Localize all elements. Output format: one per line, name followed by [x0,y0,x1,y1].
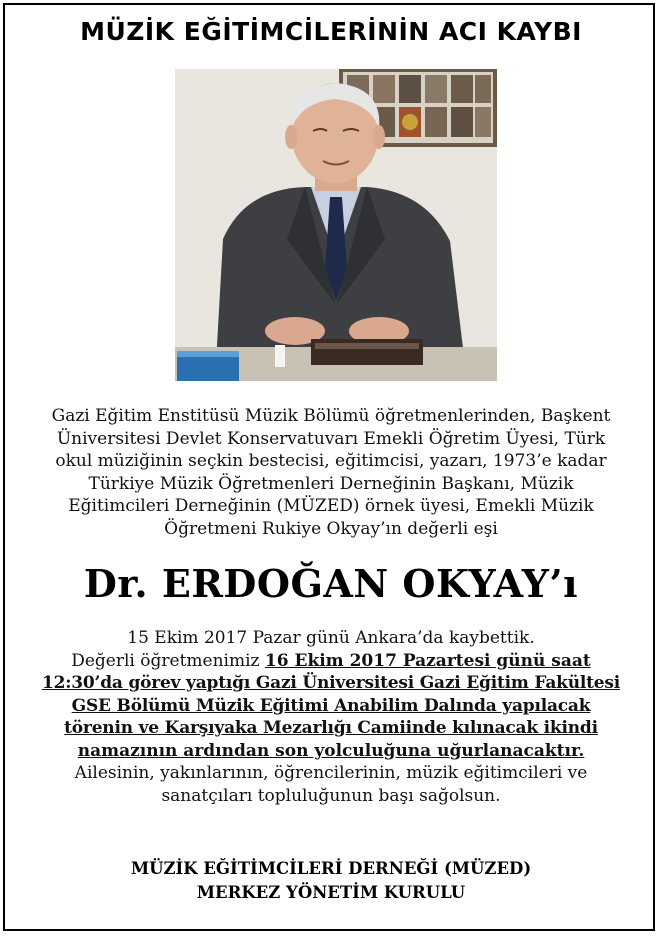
signature-board: MERKEZ YÖNETİM KURULU [196,883,466,902]
obituary-notice [3,3,655,931]
condolence-line: sanatçıları topluluğunun başı sağolsun. [161,785,501,806]
funeral-period: . [578,740,585,761]
portrait-photo [175,69,497,381]
funeral-bold-line: törenin ve Karşıyaka Mezarlığı Camiinde kılınacak ikindi [64,718,598,738]
intro-line: Üniversitesi Devlet Konservatuvarı Emekli Öğretim Üyesi, Türk [56,428,606,449]
funeral-bold-line: 12:30’da görev yaptığı Gazi Üniversitesi Gazi Eğitim Fakültesi [41,673,621,693]
funeral-bold-text: namazının ardından son yolculuğuna uğurlanacaktır [77,740,579,761]
funeral-first-line [11,650,651,673]
signature-block [5,857,657,905]
intro-line: Türkiye Müzik Öğretmenleri Derneğinin Başkanı, Müzik [88,473,574,494]
funeral-bold-text: 16 Ekim 2017 Pazartesi günü saat [264,650,591,671]
condolence-line: Ailesinin, yakınlarının, öğrencilerinin, müzik eğitimcileri ve [74,763,588,783]
intro-line: okul müziğinin seçkin bestecisi, eğitimcisi, yazarı, 1973’e kadar [55,451,607,471]
funeral-bold-line: GSE Bölümü Müzik Eğitimi Anabilim Dalında yapılacak [71,695,591,716]
funeral-prefix: Değerli öğretmenimiz [71,650,265,671]
funeral-last-line [11,740,651,763]
intro-line: Gazi Eğitim Enstitüsü Müzik Bölümü öğretmenlerinden, Başkent [51,406,611,426]
intro-line: Öğretmeni Rukiye Okyay’ın değerli eşi [164,518,498,539]
funeral-paragraph [11,627,651,807]
notice-title: MÜZİK EĞİTİMCİLERİNİN ACI KAYBI [80,17,582,46]
deceased-name: Dr. ERDOĞAN OKYAY’ı [83,561,579,606]
intro-line: Eğitimcileri Derneğinin (MÜZED) örnek üyesi, Emekli Müzik [68,496,594,516]
intro-paragraph [25,405,637,540]
death-line: 15 Ekim 2017 Pazar günü Ankara’da kaybettik. [127,628,535,648]
signature-organization: MÜZİK EĞİTİMCİLERİ DERNEĞİ (MÜZED) [130,859,532,878]
